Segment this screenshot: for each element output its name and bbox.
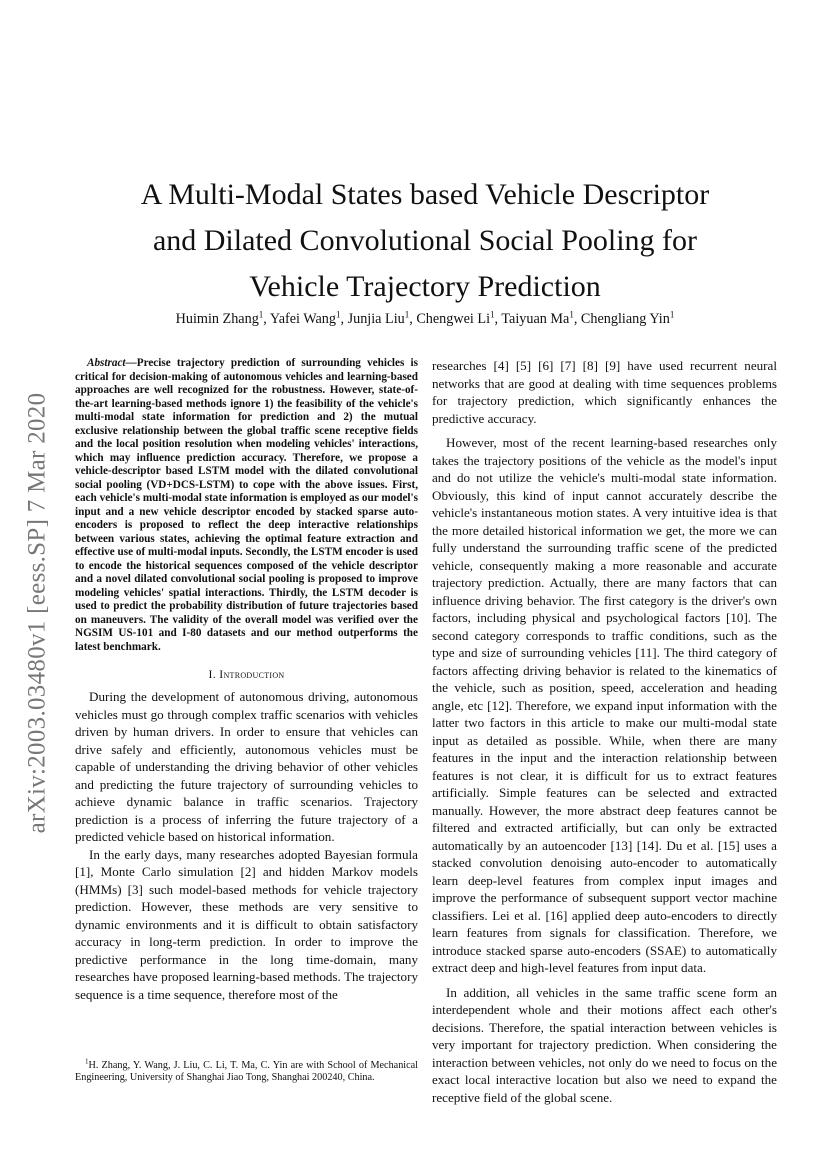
author-affiliation-mark: 1	[258, 309, 264, 320]
author-name: Yafei Wang	[269, 311, 336, 327]
body-paragraph: In addition, all vehicles in the same traffic scene form an interdependent whole and their motions affect each other's decisions. Therefore, the spatial interaction between vehicles is very important for trajectory prediction. When considering the interaction between vehicles, not only do we need to focus on the exact local interactive location but also we need to expand the receptive field of the global scene.	[432, 984, 777, 1105]
author-affiliation-mark: 1	[669, 309, 675, 320]
author-name: Junjia Liu	[347, 311, 405, 327]
title-line: Vehicle Trajectory Prediction	[249, 270, 601, 303]
body-paragraph: researches [4] [5] [6] [7] [8] [9] have used recurrent neural networks that are good at dealing with time sequences problems for trajectory prediction, which significantly enhances the predictive accuracy.	[432, 358, 777, 426]
arxiv-identifier	[20, 365, 54, 860]
author-separator: ,	[263, 311, 270, 327]
left-column	[75, 357, 418, 1003]
right-column	[432, 357, 777, 1106]
section-heading-introduction: I. Introduction	[208, 667, 285, 681]
author-separator: ,	[573, 311, 581, 327]
paper-title	[80, 172, 770, 310]
author-affiliation-mark: 1	[404, 309, 410, 320]
author-name: Huimin Zhang	[175, 311, 259, 327]
body-paragraph: During the development of autonomous driving, autonomous vehicles must go through complex traffic scenarios with vehicles driven by human drivers. In order to ensure that vehicles can drive safely and efficiently, autonomous vehicles must be capable of understanding the driving behavior of other vehicles and predicting the future trajectory of surrounding vehicles to achieve dynamic balance in traffic scenarios. Trajectory prediction is a process of inferring the future trajectory of a predicted vehicle based on historical information.	[75, 689, 418, 844]
author-separator: ,	[340, 311, 348, 327]
body-paragraph: However, most of the recent learning-based researches only takes the trajectory positions of the vehicle as the model's input and do not utilize the vehicle's multi-modal state information. Obviously, this kind of input cannot accurately describe the vehicle's instantaneous motion states. A very intuitive idea is that the more detailed historical information we get, the more we can fully understand the surrounding traffic scene of the predicted vehicle, consequently making a more reasonable and accurate trajectory prediction. Actually, there are many factors that can influence driving behavior. The first category is the driver's own factors, including physical and psychological factors [10]. The second category corresponds to traffic conditions, such as the type and size of surrounding vehicles [11]. The third category of factors affecting driving behavior is related to the kinematics of the vehicle, such as position, speed, acceleration and heading angle, etc [12]. Therefore, we expand input information with the latter two factors in this article to make our multi-modal state input as detailed as possible. While, when there are many features in the input and the interaction relationship between features is not clear, it is difficult for us to extract features artificially. Simple features can be selected and extracted manually. However, the more abstract deep features cannot be filtered and extracted artificially, but can only be extracted automatically by an autoencoder [13] [14]. Du et al. [15] uses a stacked convolution denoising auto-encoder to automatically learn deep-level features from complex input images and improve the performance of subsequent support vector machine classifiers. Lei et al. [16] applied deep auto-encoders to directly learn features from signals for classification. Therefore, we introduce stacked sparse auto-encoders (SSAE) to automatically extract deep and high-level features from input data.	[432, 435, 777, 975]
body-paragraph: In the early days, many researches adopted Bayesian formula [1], Monte Carlo simulation [2] and hidden Markov models (HMMs) [3] such model-based methods for vehicle trajectory prediction. However, these methods are very sensitive to dynamic environments and it is difficult to obtain satisfactory accuracy in long-term prediction. In order to improve the predictive performance in the long time-domain, many researches have proposed learning-based methods. The trajectory sequence is a time sequence, therefore most of the	[75, 846, 418, 1002]
author-affiliation-mark: 1	[490, 309, 495, 320]
abstract-dash: —	[125, 357, 137, 369]
footnote-mark: 1	[85, 1057, 89, 1066]
abstract	[75, 357, 418, 654]
author-separator: ,	[494, 311, 502, 327]
author-affiliation-mark: 1	[569, 309, 574, 320]
abstract-label: Abstract	[87, 357, 126, 369]
author-name: Chengliang Yin	[580, 311, 670, 327]
author-separator: ,	[409, 311, 417, 327]
author-name: Chengwei Li	[416, 311, 491, 327]
author-affiliation-mark: 1	[336, 309, 341, 320]
footnote-text: H. Zhang, Y. Wang, J. Liu, C. Li, T. Ma, C. Yin are with School of Mechanical Engineering, University of Shanghai Jiao Tong, Shanghai 200240, China.	[75, 1060, 418, 1084]
title-line: A Multi-Modal States based Vehicle Descriptor	[140, 178, 710, 211]
abstract-text: Precise trajectory prediction of surrounding vehicles is critical for decision-making of autonomous vehicles and learning-based approaches are well recognized for the robustness. However, state-of-the-art learning-based methods ignore 1) the feasibility of the vehicle's multi-modal state information for prediction and 2) the mutual exclusive relationship between the global traffic scene receptive fields and the local position resolution when modeling vehicles' interactions, which may influence prediction accuracy. Therefore, we propose a vehicle-descriptor based LSTM model with the dilated convolutional social pooling (VD+DCS-LSTM) to cope with the above issues. First, each vehicle's multi-modal state information is employed as our model's input and a new vehicle descriptor encoded by stacked sparse auto-encoders is proposed to reflect the deep interactive relationships between various states, achieving the optimal feature extraction and effective use of multi-modal inputs. Secondly, the LSTM encoder is used to encode the historical sequences composed of the vehicle descriptor and a novel dilated convolutional social pooling is proposed to improve modeling vehicles' spatial interactions. Thirdly, the LSTM decoder is used to predict the probability distribution of future trajectories based on maneuvers. The validity of the overall model was verified over the NGSIM US-101 and I-80 datasets and our method outperforms the latest benchmark.	[75, 357, 418, 653]
affiliation-footnote	[75, 1057, 418, 1085]
author-name: Taiyuan Ma	[501, 311, 570, 327]
author-list	[80, 311, 770, 328]
title-line: and Dilated Convolutional Social Pooling for	[152, 224, 698, 257]
arxiv-identifier-text: arXiv:2003.03480v1 [eess.SP] 7 Mar 2020	[23, 392, 51, 833]
